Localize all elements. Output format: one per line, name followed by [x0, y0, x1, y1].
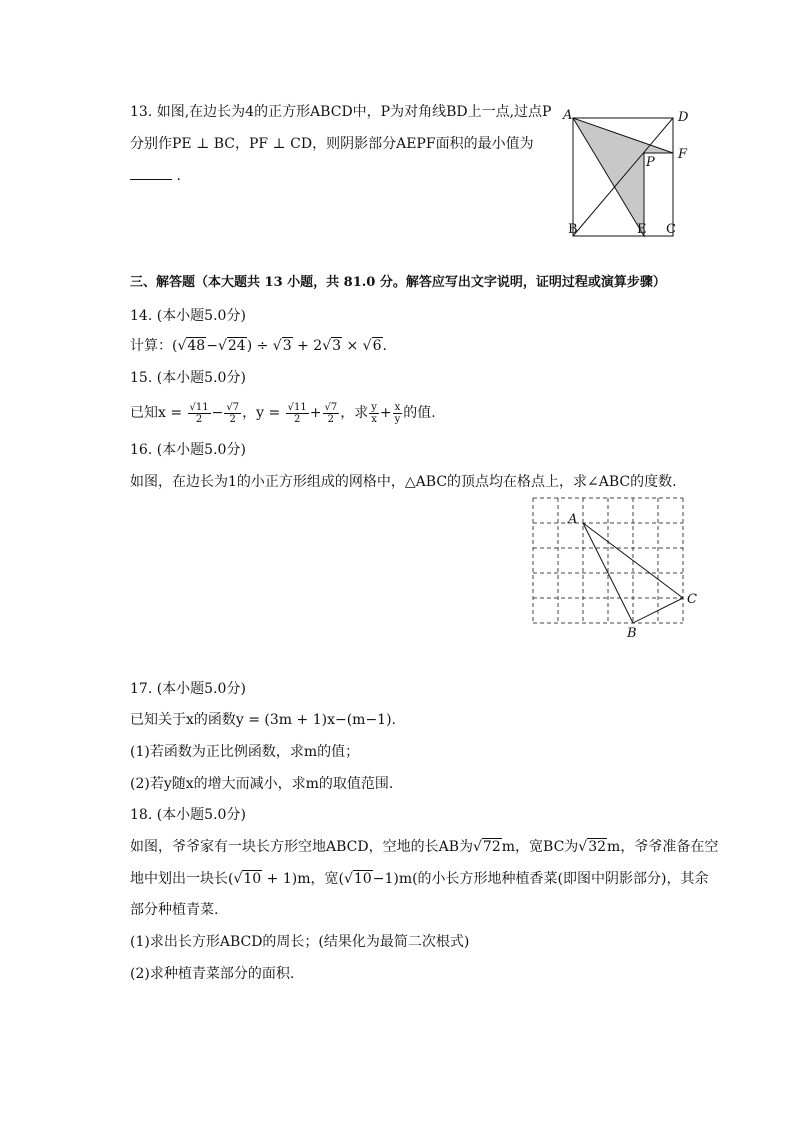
denominator: 2 [229, 413, 236, 425]
q14-radicand-3: 3 [282, 338, 292, 354]
label-a: A [563, 108, 573, 123]
q16-header: 16. (本小题5.0分) [130, 442, 246, 458]
q13-square-figure [558, 104, 698, 238]
q18-l2a: 地中划出一块长( [130, 871, 234, 887]
q14-minus: − [206, 338, 218, 354]
fraction [286, 402, 309, 425]
q13-line1 [130, 102, 551, 122]
q17-text-line2: (1)若函数为正比例函数，求m的值； [130, 744, 360, 760]
q18-l1b: m，宽BC为 [501, 839, 579, 855]
label-e: E [637, 222, 647, 237]
denominator: 2 [327, 413, 335, 425]
q18-radicand-len: 10 [243, 871, 262, 887]
q14-expression: 计算：(√48−√24) ÷ √3 + 2√3 × √6. [130, 338, 387, 354]
q14-radicand-2: 24 [227, 338, 246, 354]
denominator: 2 [195, 413, 203, 425]
q18-radicand-bc: 32 [588, 839, 607, 855]
denominator: x [371, 413, 377, 425]
section-3-title: 三、解答题（本大题共 13 小题，共 81.0 分。解答应写出文字说明，证明过程或演算步骤） [130, 275, 666, 290]
label-b: B [627, 626, 637, 638]
q15-header: 15. (本小题5.0分) [130, 370, 246, 386]
numerator: √7 [226, 401, 240, 413]
fraction [369, 402, 379, 425]
q18-radicand-wid: 10 [353, 871, 372, 887]
label-a: A [568, 512, 578, 527]
grid-lines [533, 498, 683, 623]
q16-grid-figure [522, 492, 708, 638]
q14-plus: + 2 [292, 338, 323, 354]
label-d: D [678, 110, 689, 125]
q18-text-line2: 地中划出一块长(√10 + 1)m，宽(√10−1)m(的小长方形地种植香菜(即图中阴影部分)，其余 [130, 871, 709, 887]
q13-text-line2: 分别作PE ⊥ BC，PF ⊥ CD，则阴影部分AEPF面积的最小值为 [130, 136, 534, 152]
numerator: y [371, 401, 377, 413]
q18-l1a: 如图，爷爷家有一块长方形空地ABCD，空地的长AB为 [130, 839, 473, 855]
q15-op1: − [211, 405, 224, 421]
q18-text-line1: 如图，爷爷家有一块长方形空地ABCD，空地的长AB为√72m，宽BC为√32m，爷爷准备在空 [130, 839, 719, 855]
numerator: √7 [324, 401, 338, 413]
q15-text-a: 已知x = [130, 405, 183, 421]
label-p: P [646, 155, 655, 170]
q15-expression [130, 400, 436, 426]
q14-times: × [342, 338, 363, 354]
q17-text-line3: (2)若y随x的增大而减小，求m的取值范围. [130, 776, 394, 792]
q17-text-line1: 已知关于x的函数y = (3m + 1)x−(m−1). [130, 712, 396, 728]
label-c: C [666, 222, 676, 237]
numerator: √11 [287, 401, 307, 413]
label-f: F [678, 147, 688, 162]
q16-text: 如图，在边长为1的小正方形组成的网格中，△ABC的顶点均在格点上，求∠ABC的度数. [130, 474, 677, 490]
numerator: √11 [189, 401, 209, 413]
fraction [224, 402, 241, 425]
q14-prefix: 计算：( [130, 338, 178, 354]
q15-op2: + [309, 405, 322, 421]
q14-end: . [382, 338, 387, 354]
q14-radicand-5: 6 [372, 338, 382, 354]
q18-header: 18. (本小题5.0分) [130, 807, 246, 823]
q13-line3 [130, 166, 181, 186]
q18-l2b: + 1)m，宽( [262, 871, 344, 887]
q13-number: 13. [130, 104, 153, 120]
q15-op3: + [379, 405, 392, 421]
q18-l2c: −1)m(的小长方形地种植香菜(即图中阴影部分)，其余 [372, 871, 709, 887]
q14-radicand-1: 48 [187, 338, 206, 354]
q14-radicand-4: 3 [332, 338, 342, 354]
q15-text-b: ，y = [242, 405, 281, 421]
q18-text-line5: (2)求种植青菜部分的面积. [130, 966, 295, 982]
q18-text-line4: (1)求出长方形ABCD的周长；(结果化为最简二次根式) [130, 934, 470, 950]
label-b: B [568, 222, 578, 237]
q18-text-line3: 部分种植青菜. [130, 902, 219, 918]
q15-text-d: 的值. [403, 405, 436, 421]
numerator: x [393, 402, 403, 414]
fraction [323, 402, 340, 425]
fraction [393, 402, 403, 425]
denominator: 2 [294, 413, 301, 425]
q13-period: . [176, 168, 181, 184]
q14-div: ) ÷ [246, 338, 273, 354]
q15-text-c: ，求 [340, 405, 369, 421]
denominator: y [394, 413, 401, 425]
answer-blank[interactable] [130, 179, 172, 180]
q13-text-line1: 如图,在边长为4的正方形ABCD中，P为对角线BD上一点,过点P [156, 104, 552, 120]
fraction [188, 402, 211, 425]
q18-l1c: m，爷爷准备在空 [607, 839, 719, 855]
q18-radicand-ab: 72 [482, 839, 501, 855]
q14-header: 14. (本小题5.0分) [130, 308, 246, 324]
q17-header: 17. (本小题5.0分) [130, 681, 246, 697]
label-c: C [687, 592, 697, 607]
